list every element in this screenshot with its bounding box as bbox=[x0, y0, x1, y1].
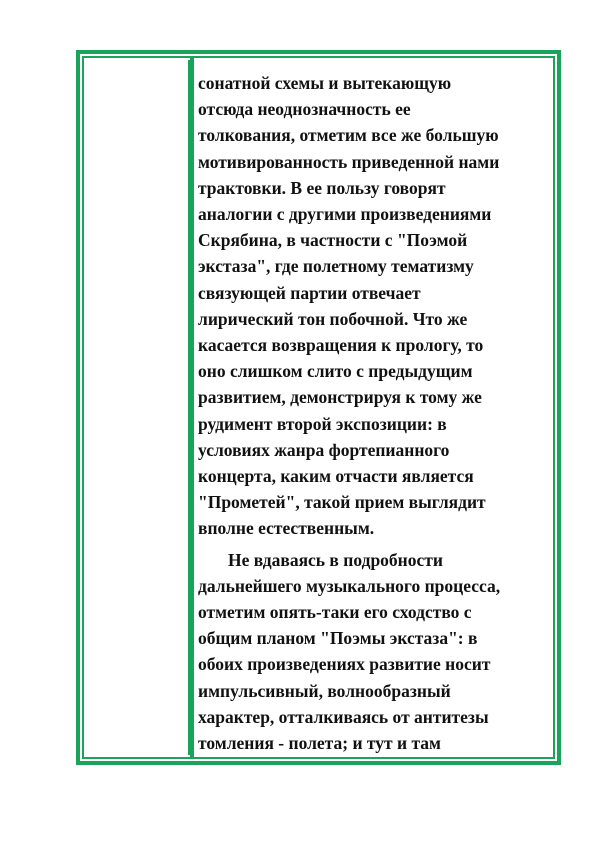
text-line: оно слишком слито с предыдущим bbox=[198, 361, 473, 382]
text-line: Скрябина, в частности с "Поэмой bbox=[198, 230, 468, 251]
left-margin-cell bbox=[82, 56, 194, 759]
text-line: отсюда неоднозначность ее bbox=[198, 99, 411, 120]
text-line: сонатной схемы и вытекающую bbox=[198, 73, 452, 93]
column-divider-line bbox=[188, 60, 190, 755]
text-line: касается возвращения к прологу, то bbox=[198, 335, 484, 356]
text-line: отметим опять-таки его сходство с bbox=[198, 602, 472, 623]
body-text bbox=[198, 70, 548, 760]
text-line: дальнейшего музыкального процесса, bbox=[198, 575, 501, 596]
text-line: томления - полета; и тут и там bbox=[198, 733, 441, 754]
text-line: лирический тон побочной. Что же bbox=[198, 308, 468, 329]
text-line: связующей партии отвечает bbox=[198, 282, 421, 303]
paragraph-2 bbox=[198, 547, 548, 757]
text-line: обоих произведениях развитие носит bbox=[198, 654, 491, 675]
text-line: мотивированность приведенной нами bbox=[198, 151, 500, 172]
paragraph-1 bbox=[198, 70, 548, 542]
text-line: толкования, отметим все же большую bbox=[198, 125, 499, 146]
text-line: экстаза", где полетному тематизму bbox=[198, 256, 474, 277]
text-line: концерта, каким отчасти является bbox=[198, 466, 474, 487]
text-line: развитием, демонстрируя к тому же bbox=[198, 387, 482, 408]
text-line: условиях жанра фортепианного bbox=[198, 439, 450, 460]
text-line: импульсивный, волнообразный bbox=[198, 680, 451, 701]
text-line: вполне естественным. bbox=[198, 518, 375, 539]
text-line: аналогии с другими произведениями bbox=[198, 204, 492, 225]
text-line: Не вдаваясь в подробности bbox=[228, 549, 443, 570]
text-line: трактовки. В ее пользу говорят bbox=[198, 177, 446, 198]
text-line: рудимент второй экспозиции: в bbox=[198, 413, 447, 434]
text-line: общим планом "Поэмы экстаза": в bbox=[198, 628, 478, 649]
text-line: характер, отталкиваясь от антитезы bbox=[198, 706, 489, 727]
text-line: "Прометей", такой прием выглядит bbox=[198, 492, 486, 513]
